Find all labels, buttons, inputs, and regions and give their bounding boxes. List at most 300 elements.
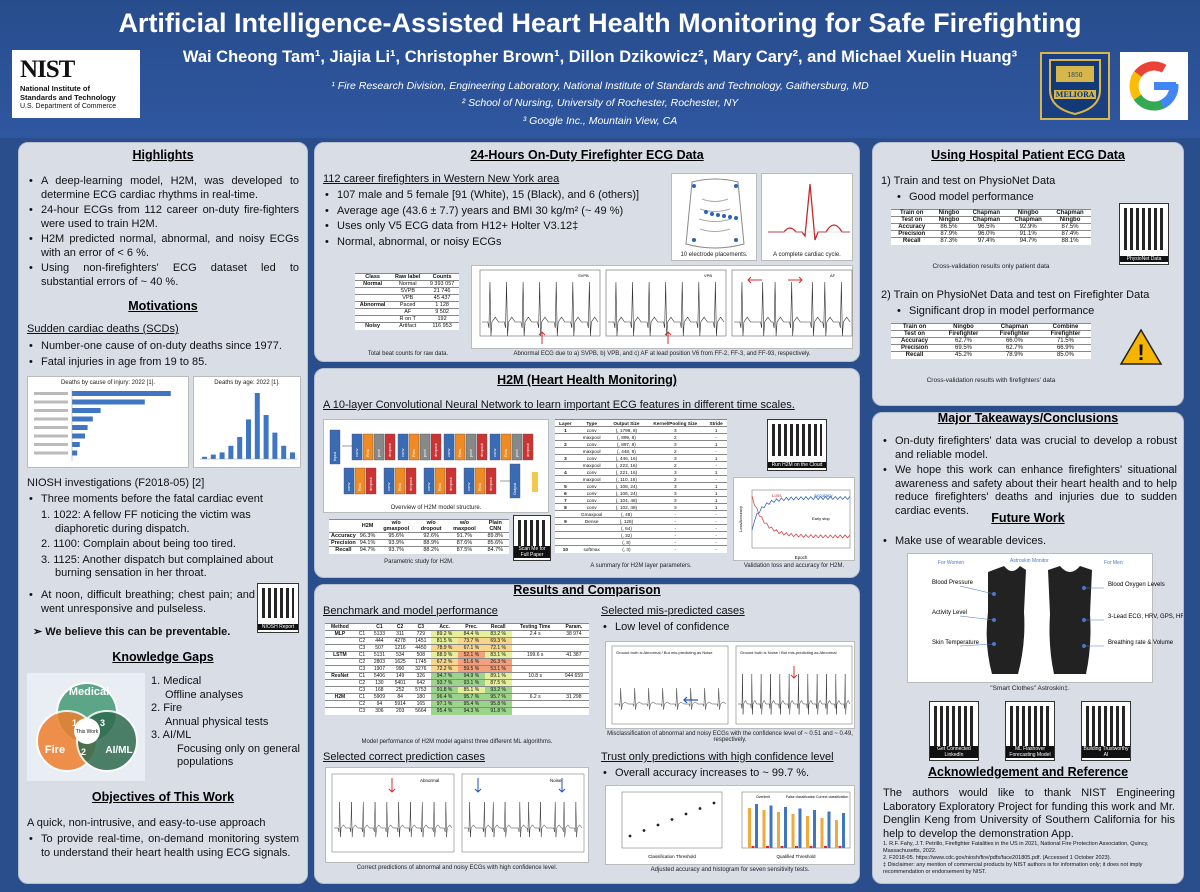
- table-row: Recall 87.3% 97.4% 94.7% 88.1%: [891, 238, 1091, 245]
- cardiac-cycle-figure: A complete cardiac cycle.: [761, 173, 853, 261]
- tick-label: [34, 435, 68, 438]
- mis-caption: Misclassification of abnormal and noisy ECGs with the confidence level of ~ 0.51 and ~ 0.49, respectively.: [607, 731, 853, 743]
- bar: [835, 820, 838, 848]
- bar: [72, 400, 145, 405]
- table-row: ResNet C1 5406 149 326 94.7 % 94.9 % 89.1 % 10.8 s 944 659: [325, 673, 589, 680]
- niosh-heading: NIOSH investigations (F2018-05) [2]: [27, 477, 205, 489]
- mispredicted-figure: [605, 641, 855, 729]
- h2m-title: H2M (Heart Health Monitoring): [497, 373, 677, 387]
- bar: [784, 807, 787, 848]
- table-row: maxpool (, 223, 16) 2 -: [555, 462, 727, 469]
- bar: [72, 417, 93, 422]
- objectives-lead: A quick, non-intrusive, and easy-to-use approach: [27, 817, 266, 829]
- correct-prediction-figure: [325, 767, 589, 863]
- highlights-list: [27, 175, 299, 291]
- scd-list: [27, 340, 299, 371]
- bar: [220, 452, 225, 459]
- future-list: [881, 535, 1046, 551]
- bar: [246, 419, 251, 459]
- bar: [792, 814, 795, 848]
- bar: [839, 846, 842, 848]
- svg-text:dropout: dropout: [488, 477, 493, 491]
- table-row: Precision 69.5% 62.7% 66.9%: [891, 345, 1091, 352]
- benchmark-heading: Benchmark and model performance: [323, 605, 498, 617]
- h2m-heading: A 10-layer Convolutional Neural Network to learn important ECG features in different time scales.: [323, 399, 795, 411]
- layer-caption: A summary for H2M layer parameters.: [590, 563, 692, 569]
- future-work-title: Future Work: [991, 511, 1065, 525]
- tick-label: [34, 409, 68, 412]
- legend-label: Correct classification: [816, 795, 849, 799]
- table-row: C3 168 252 5753 91.8 % 85.1 % 93.2 %: [325, 687, 589, 694]
- bar: [72, 391, 171, 396]
- legend-label: Accuracy: [814, 493, 833, 498]
- table-row: C2 444 4278 1451 81.5 % 73.7 % 69.3 %: [325, 638, 589, 645]
- ack-text: The authors would like to thank NIST Engineering Laboratory Exploratory Project for funding this work and Mr. Denglin Keng from University of Southern California for his help to develop the demonstration App.: [883, 787, 1175, 840]
- svg-text:dropout: dropout: [479, 443, 484, 457]
- arrow-icon: [389, 778, 395, 792]
- flashover-model-qr[interactable]: ML Flashover Forecasting Model: [1005, 701, 1055, 761]
- hospital-h1: 1) Train and test on PhysioNet Data: [881, 175, 1056, 187]
- table-row: AF 9 502: [355, 309, 459, 316]
- bar: [72, 434, 85, 439]
- benchmark-table: Method C1 C2 C3 Acc. Prec. Recall Testing Time Param. MLP C1 5133 311 729 89.2 % 84.4 % 83.2 % 2.4 s 38 974 C2 444 4278 1451 81.5 % 73.7 % 69.3 % C3 507 1216 4450 78.9 % 67.1 % 72.1 % LSTM C1 5131 534 508 88.9 % 52.1 % 83.1 % 199.6 s 41 387 C2 2803 1625 1745 67.2 % 51.6 % 26.3 % C3 1907 990 3276 72.2 % 59.5 % 53.1 % ResNet C1 5406 149 326 94.7 % 94.9 % 89.1 % 10.8 s 944 659 C2 130 5401 642 93.7 % 93.1 % 87.5 % C3 168 252 5753 91.8 % 85.1 % 93.2 % H2M C1 5909 84 180 96.4 % 95.7 % 95.7 % 6.2 s 31 298 C2 94 5914 165 97.1 % 95.4 % 95.8 % C3 306 203 5664 95.4 % 94.3 % 91.8 %: [325, 623, 589, 715]
- svg-text:Input: Input: [332, 452, 337, 461]
- legend-label: SVPB: [578, 273, 589, 278]
- table-row: 3 conv (, 446, 16) 3 1: [555, 455, 727, 462]
- accuracy-series: [752, 497, 850, 530]
- table-row: Accuracy 96.3% 95.6% 92.6% 91.7% 89.8%: [329, 533, 509, 540]
- data-point: [643, 829, 646, 832]
- svg-text:conv: conv: [354, 448, 359, 457]
- table-row: Abnormal Paced 1 128: [355, 302, 459, 309]
- bar: [766, 846, 769, 848]
- svg-text:Relu: Relu: [437, 482, 442, 491]
- bar: [781, 846, 784, 848]
- list-item: • Number-one cause of on-duty deaths since 1977.: [27, 340, 299, 354]
- ecg-trace: [608, 282, 724, 336]
- correct-caption: Correct predictions of abnormal and noisy ECGs with high confidence level.: [356, 865, 558, 871]
- objectives-list: [27, 833, 299, 862]
- data-point: [713, 802, 716, 805]
- svg-text:pool: pool: [376, 449, 381, 457]
- svg-text:conv: conv: [446, 448, 451, 457]
- hospital-h2: 2) Train on PhysioNet Data and test on Firefighter Data: [881, 289, 1150, 301]
- h2m-panel: [314, 368, 860, 578]
- data-point: [699, 807, 702, 810]
- bar: [72, 442, 80, 447]
- data-point: [671, 818, 674, 821]
- list-item: • Make use of wearable devices.: [881, 535, 1046, 549]
- svg-text:conv: conv: [466, 482, 471, 491]
- svg-text:This Work: This Work: [75, 729, 99, 735]
- niosh-report-qr[interactable]: NIOSH Report: [257, 583, 299, 633]
- bar: [813, 810, 816, 848]
- ecg-subplot: [736, 646, 852, 724]
- results-panel: [314, 584, 860, 884]
- annotation: Early stop: [812, 516, 830, 521]
- list-item: • To provide real-time, on-demand monitoring system to understand their heart health using ECG signals.: [27, 833, 299, 860]
- warning-icon: [1119, 327, 1163, 367]
- svg-text:Activity Level: Activity Level: [932, 610, 968, 616]
- table-row: maxpool (, 110, 16) 2 -: [555, 476, 727, 483]
- ecg-data-title: 24-Hours On-Duty Firefighter ECG Data: [470, 148, 704, 162]
- svg-text:dropout: dropout: [408, 477, 413, 491]
- legend-label: Loss: [772, 493, 782, 498]
- astroskin-figure: [907, 553, 1200, 683]
- plot-frame: [742, 792, 850, 848]
- ecg-subplot: [462, 774, 584, 852]
- param-caption: Parametric study for H2M.: [384, 559, 454, 565]
- svg-text:conv: conv: [400, 448, 405, 457]
- tick-label: [34, 443, 68, 446]
- run-on-cloud-qr[interactable]: Run H2M on the Cloud: [767, 419, 827, 471]
- table-row: (, 8) - -: [555, 539, 727, 546]
- svg-text:dropout: dropout: [433, 443, 438, 457]
- bar: [755, 804, 758, 848]
- deaths-by-age-chart: Deaths by age: 2022 [1].: [193, 376, 301, 468]
- arrow-icon: [748, 277, 762, 283]
- bar: [763, 810, 766, 848]
- table-row: Recall 45.2% 78.9% 85.0%: [891, 352, 1091, 359]
- table-row: 9 Dense (, 128) - -: [555, 518, 727, 525]
- table-row: (, 32) - -: [555, 532, 727, 539]
- loss-series: [752, 496, 850, 538]
- hospital-h2-list: [895, 305, 1094, 321]
- svg-text:!: !: [1137, 340, 1145, 365]
- list-item: • Overall accuracy increases to ~ 99.7 %.: [601, 767, 851, 781]
- table-row: H2M C1 5909 84 180 96.4 % 95.7 % 95.7 % 6.2 s 31 298: [325, 694, 589, 701]
- table-row: 1 conv (, 1798, 8) 3 1: [555, 427, 727, 434]
- tick-label: [34, 401, 68, 404]
- university-of-rochester-seal: [1040, 52, 1110, 120]
- bar: [281, 446, 286, 459]
- svg-text:For Women: For Women: [938, 560, 965, 566]
- highlights-title: Highlights: [132, 148, 194, 162]
- h2m-architecture-diagram: Input conv Relu pool dropout conv Relu pool dropout conv Relu pool dropout conv Relu pool dropout conv Relu dropout conv Relu dropout conv Relu dropout conv Relu dropout Output Overview of H2M model structure.: [323, 419, 549, 513]
- reference-2: 2. F2018-05. https://www.cdc.gov/niosh/fire/pdfs/face201805.pdf. (Accessed 1 October 2023).: [883, 855, 1112, 861]
- table-row: 2 conv (, 897, 8) 3 1: [555, 441, 727, 448]
- poster-header: [0, 0, 1200, 138]
- bar: [237, 437, 242, 459]
- gaps-list: 1. Medical Offline analyses 2. Fire Annual physical tests 3. AI/ML Focusing only on general populations: [151, 675, 300, 768]
- x-axis-label: Classification Threshold: [648, 854, 696, 859]
- output-shape: [532, 472, 538, 492]
- svg-text:dropout: dropout: [525, 443, 530, 457]
- ecg-trace: [614, 688, 726, 710]
- bar: [752, 846, 755, 848]
- parametric-study-table: H2M w/o gmaxpool w/o dropout w/o maxpool Plain CNN Accuracy 96.3% 95.6% 92.6% 91.7% 89.8% Precision 94.1% 93.9% 88.9% 87.6% 85.6% Recall 94.7% 93.7% 88.2% 87.5% 84.7%: [329, 519, 509, 554]
- benchmark-caption: Model performance of H2M model against three different ML algorithms.: [361, 739, 553, 745]
- table-row: Recall 94.7% 93.7% 88.2% 87.5% 84.7%: [329, 547, 509, 554]
- svg-text:3-Lead ECG, HRV, GPS, HR-Rest: 3-Lead ECG, HRV, GPS, HR-Rest: [1108, 614, 1200, 620]
- x-axis-label: Qualified Threshold: [776, 854, 816, 859]
- mis-list: [601, 621, 851, 637]
- bar: [770, 806, 773, 849]
- abnormal-ecg-figure: [471, 265, 853, 349]
- firefighter-caption: Cross-validation results with firefighters' data: [926, 377, 1056, 384]
- bar: [272, 433, 277, 459]
- svg-text:conv: conv: [492, 448, 497, 457]
- linkedin-qr[interactable]: Get Connected LinkedIn: [929, 701, 979, 761]
- table-row: Noisy Artifact 116 953: [355, 323, 459, 330]
- legend-label: VPB: [704, 273, 713, 278]
- takeaways-title: Major Takeaways/Conclusions: [937, 412, 1119, 425]
- ecg-subplot: [332, 774, 454, 852]
- firefighter-test-table: Train on Ningbo Chapman Combine Test on Firefighter Firefighter Firefighter Accuracy 62.7% 66.0% 71.5% Precision 69.5% 62.7% 66.9% Recall 45.2% 78.9% 85.0%: [891, 323, 1091, 359]
- tick-label: [34, 426, 68, 429]
- table-row: 4 conv (, 221, 16) 3 1: [555, 469, 727, 476]
- ecg-data-panel: [314, 142, 860, 362]
- svg-text:Relu: Relu: [457, 448, 462, 457]
- svg-text:Relu: Relu: [365, 448, 370, 457]
- svg-text:Relu: Relu: [411, 448, 416, 457]
- svg-text:2: 2: [81, 747, 87, 757]
- bar: [810, 846, 813, 848]
- preventable-statement: ➢ We believe this can be preventable.: [33, 626, 231, 638]
- table-row: 10 softmax (, 3) - -: [555, 546, 727, 553]
- svg-text:MELIORA: MELIORA: [1055, 90, 1095, 99]
- bar: [72, 425, 88, 430]
- svg-text:Output: Output: [512, 482, 517, 495]
- table-row: (, 64) - -: [555, 525, 727, 532]
- hospital-panel: [872, 142, 1184, 406]
- astroskin-caption: "Smart Clothes" Astroskin‡.: [990, 685, 1070, 692]
- bar: [821, 818, 824, 848]
- table-row: C3 507 1216 4450 78.9 % 67.1 % 72.1 %: [325, 645, 589, 652]
- noon-list: [27, 589, 255, 618]
- list-item: • At noon, difficult breathing; chest pain; and went unresponsive and pulseless.: [27, 589, 255, 616]
- legend-label: Overlimit: [756, 795, 770, 799]
- list-item: • Uses only V5 ECG data from H12+ Holter V3.12‡: [323, 220, 663, 234]
- bar: [824, 846, 827, 848]
- list-item: • 24-hour ECGs from 112 career on-duty fire-fighters were used to train H2M.: [27, 204, 299, 231]
- electrode-placement-figure: 10 electrode placements.: [671, 173, 757, 261]
- tick-label: [34, 452, 68, 455]
- table-row: 6 conv (, 106, 24) 3 1: [555, 490, 727, 497]
- moment-3: 3. 1125: Another dispatch but complained about burning sensation in her throat.: [41, 553, 274, 579]
- adjusted-accuracy-figure: [605, 785, 855, 865]
- table-row: C2 130 5401 642 93.7 % 93.1 % 87.5 %: [325, 680, 589, 687]
- loss-caption: Validation loss and accuracy for H2M.: [743, 563, 845, 569]
- svg-text:Relu: Relu: [503, 448, 508, 457]
- table-row: SVPB 21 746: [355, 288, 459, 295]
- objectives-title: Objectives of This Work: [91, 790, 235, 804]
- bar: [748, 808, 751, 848]
- arrow-icon: [788, 277, 802, 283]
- table-row: 5 conv (, 108, 24) 3 1: [555, 483, 727, 490]
- hospital-title: Using Hospital Patient ECG Data: [931, 148, 1125, 162]
- poster-title: Artificial Intelligence-Assisted Heart Health Monitoring for Safe Firefighting: [118, 8, 1082, 38]
- list-item: • Three moments before the fatal cardiac event: [27, 493, 299, 507]
- author-list: Wai Cheong Tam¹, Jiajia Li¹, Christopher Brown¹, Dillon Dzikowicz², Mary Cary², and Michael Xuelin Huang³: [182, 48, 1018, 66]
- affiliation-2: ² School of Nursing, University of Rochester, Rochester, NY: [461, 97, 739, 109]
- moment-1: 1. 1022: A fellow FF noticing the victim was diaphoretic during dispatch.: [41, 509, 251, 535]
- google-logo: [1120, 52, 1188, 120]
- layer-summary-table: Layer Type Output Size Kernel/Pooling Size Stride 1 conv (, 1798, 8) 3 1 maxpool (, 899, 8) 2 - 2 conv (, 897, 8) 3 1 maxpool (, 448, 8) 2 - 3 conv (, 446, 16) 3 1 maxpool (, 223, 16) 2 - 4 conv (, 221, 16) 3 1 maxpool (, 110, 16) 2 - 5 conv (, 108, 24) 3 1 6 conv (, 106, 24) 3 1 7 conv (, 104, 48) 3 1 8 conv (, 102, 48) 3 1 Gmaxpool (, 48) - - 9 Dense (, 128) - - (, 64) - - (, 32) - - (, 8) - - 10 softmax (, 3) - -: [555, 419, 727, 553]
- knowledge-gaps-title: Knowledge Gaps: [112, 650, 214, 664]
- svg-text:conv: conv: [426, 482, 431, 491]
- list-item: • Fatal injuries in age from 19 to 85.: [27, 356, 299, 370]
- loss-accuracy-chart: [733, 477, 855, 561]
- bar: [290, 452, 295, 459]
- table-row: MLP C1 5133 311 729 89.2 % 84.4 % 83.2 % 2.4 s 38 974: [325, 631, 589, 638]
- list-item: • A deep-learning model, H2M, was developed to determine ECG cardiac rhythms in real-time.: [27, 175, 299, 202]
- tick-label: [34, 418, 68, 421]
- arrow-icon: [665, 332, 671, 344]
- bar: [795, 846, 798, 848]
- svg-text:conv: conv: [346, 482, 351, 491]
- reference-list: [883, 841, 1175, 876]
- ecg-list: [323, 189, 663, 251]
- bar: [799, 809, 802, 849]
- svg-text:Relu: Relu: [357, 482, 362, 491]
- table-row: Accuracy 86.5% 96.5% 92.9% 87.5%: [891, 224, 1091, 231]
- ecg-trace: [334, 802, 452, 837]
- moment-2: 2. 1100: Complain about being too tired.: [41, 538, 236, 550]
- arrow-icon: [539, 332, 545, 344]
- table-row: R on T 192: [355, 316, 459, 323]
- mispredicted-heading: Selected mis-predicted cases: [601, 605, 745, 617]
- table-row: maxpool (, 448, 8) 2 -: [555, 448, 727, 455]
- deaths-by-cause-chart: Deaths by cause of injury: 2022 [1].: [27, 376, 189, 468]
- ecg-trace: [464, 802, 582, 837]
- data-point: [657, 824, 660, 827]
- svg-text:pool: pool: [514, 449, 519, 457]
- physionet-table: Train on Ningbo Chapman Ningbo Chapman Test on Ningbo Chapman Chapman Ningbo Accuracy 86.5% 96.5% 92.9% 87.5% Precision 87.9% 96.0% 91.1% 87.4% Recall 87.3% 97.4% 94.7% 88.1%: [891, 209, 1091, 245]
- bar: [828, 812, 831, 849]
- legend-label: AF: [830, 273, 836, 278]
- physionet-qr[interactable]: PhysioNet Data: [1119, 203, 1169, 265]
- data-point: [685, 813, 688, 816]
- abnormal-ecg-caption: Abnormal ECG due to a) SVPB, b) VPB, and c) AF at lead position V6 from FF-2, FF-3, and FF-93, respectively.: [513, 351, 811, 357]
- svg-text:3: 3: [100, 718, 106, 728]
- table-row: Accuracy 62.7% 66.0% 71.5%: [891, 338, 1091, 345]
- arrow-icon: [475, 778, 481, 792]
- trustworthy-ai-qr[interactable]: Building Trustworthy AI: [1081, 701, 1131, 761]
- list-item: • Average age (43.6 ± 7.7) years and BMI 30 kg/m² (~ 49 %): [323, 205, 663, 219]
- trust-list: [601, 767, 851, 783]
- svg-text:dropout: dropout: [448, 477, 453, 491]
- scd-heading: Sudden cardiac deaths (SCDs): [27, 323, 179, 335]
- svg-text:Blood Oxygen Levels: Blood Oxygen Levels: [1108, 582, 1165, 588]
- annotation: Ground truth is Noise / But mis-predicting as Abnormal: [740, 650, 837, 655]
- legend-label: Noise: [550, 778, 562, 783]
- bar: [806, 816, 809, 848]
- svg-text:conv: conv: [386, 482, 391, 491]
- legend-label: False classification: [786, 795, 816, 799]
- bar: [228, 446, 233, 459]
- bar: [264, 415, 269, 459]
- svg-text:dropout: dropout: [387, 443, 392, 457]
- table-row: C3 1907 990 3276 72.2 % 59.5 % 53.1 %: [325, 666, 589, 673]
- affiliation-3: ³ Google Inc., Mountain View, CA: [522, 115, 678, 127]
- svg-text:Breathing rate & Volume: Breathing rate & Volume: [1108, 640, 1174, 646]
- x-axis-label: Epoch: [794, 555, 808, 560]
- ecg-subplot: [612, 646, 728, 724]
- arrow-icon: [791, 666, 797, 678]
- svg-text:Skin Temperature: Skin Temperature: [932, 640, 979, 646]
- svg-text:For Men: For Men: [1104, 560, 1123, 566]
- table-row: Gmaxpool (, 48) - -: [555, 511, 727, 518]
- table-row: Normal Normal 9 393 057: [355, 281, 459, 288]
- svg-text:pool: pool: [422, 449, 427, 457]
- list-item: • 107 male and 5 female [91 (White), 15 (Black), and 6 (others)]: [323, 189, 663, 203]
- svg-text:1: 1: [72, 718, 78, 728]
- correct-heading: Selected correct prediction cases: [323, 751, 486, 763]
- venn-diagram: [27, 673, 145, 781]
- svg-text:Astroskin Monitor: Astroskin Monitor: [1010, 558, 1049, 564]
- ecg-trace: [482, 282, 598, 336]
- trust-caption: Adjusted accuracy and histogram for seven sensitivity tests.: [650, 867, 810, 873]
- full-paper-qr[interactable]: Scan Me for Full Paper: [513, 515, 551, 561]
- table-row: Precision 94.1% 93.9% 88.9% 87.6% 85.6%: [329, 540, 509, 547]
- ecg-trace: [734, 282, 850, 336]
- left-column: [18, 142, 308, 884]
- svg-text:dropout: dropout: [368, 477, 373, 491]
- data-point: [629, 835, 632, 838]
- svg-text:pool: pool: [468, 449, 473, 457]
- reference-3: ‡ Disclaimer: any mention of commercial products by NIST authors is for information only; it does not imply recommendation or endorsement by NIST.: [883, 862, 1143, 875]
- table-row: VPB 45 437: [355, 295, 459, 302]
- bar: [72, 408, 101, 413]
- bar: [72, 451, 77, 456]
- svg-text:AI/ML: AI/ML: [105, 745, 133, 756]
- svg-text:Medical: Medical: [68, 686, 110, 698]
- motivations-title: Motivations: [128, 299, 198, 313]
- table-row: Precision 87.9% 96.0% 91.1% 87.4%: [891, 231, 1091, 238]
- bar: [211, 455, 216, 459]
- right-lower-panel: [872, 412, 1200, 884]
- bar: [842, 813, 845, 848]
- hospital-h1-list: [895, 191, 1034, 207]
- annotation: Ground truth is Abnormal / But mis-predicting as Noise: [616, 650, 713, 655]
- list-item: • Using non-firefighters' ECG dataset led to substantial errors of ~ 40 %.: [27, 262, 299, 289]
- beat-count-table: Class Raw label Counts Normal Normal 9 393 057 SVPB 21 746 VPB 45 437 Abnormal Paced 1 128 AF 9 502 R on T 192 Noisy Artifact 116 953: [355, 273, 459, 330]
- list-item: • We hope this work can enhance firefighters' situational awareness and safety about their heart health and to help reduce firefighters' deaths and injuries due to sudden cardiac events.: [881, 464, 1177, 518]
- table-row: LSTM C1 5131 534 508 88.9 % 52.1 % 83.1 % 199.6 s 41 387: [325, 652, 589, 659]
- results-title: Results and Comparison: [513, 584, 661, 597]
- table-row: maxpool (, 899, 8) 2 -: [555, 434, 727, 441]
- physionet-caption: Cross-validation results only patient data: [932, 263, 1050, 270]
- table-row: 7 conv (, 104, 48) 3 1: [555, 497, 727, 504]
- ack-title: Acknowledgement and Reference: [927, 765, 1129, 779]
- table-row: C2 94 5914 165 97.1 % 95.4 % 95.8 %: [325, 701, 589, 708]
- table-row: C3 306 203 5664 95.4 % 94.3 % 91.8 %: [325, 708, 589, 715]
- list-item: • Significant drop in model performance: [895, 305, 1094, 319]
- svg-text:Blood Pressure: Blood Pressure: [932, 580, 974, 586]
- list-item: • Low level of confidence: [601, 621, 851, 635]
- trust-heading: Trust only predictions with high confidence level: [601, 751, 834, 763]
- nist-logo: NIST National Institute of Standards and Technology U.S. Department of Commerce: [12, 50, 140, 118]
- list-item: • On-duty firefighters' data was crucial to develop a robust and reliable model.: [881, 435, 1177, 462]
- tick-label: [34, 392, 68, 395]
- svg-text:Relu: Relu: [397, 482, 402, 491]
- moments-list: [41, 509, 299, 581]
- takeaways-list: [881, 435, 1177, 520]
- reference-1: 1. R.F. Fahy, J.T. Petrillo, Firefighter Fatalities in the US in 2021, National Fire Protection Association, Quincy, Massachusetts, 2022.: [883, 841, 1149, 854]
- plot-frame: [752, 490, 850, 548]
- svg-text:Fire: Fire: [44, 744, 66, 756]
- y-axis-label: Loss/Accuracy: [738, 505, 743, 533]
- ecg-heading: 112 career firefighters in Western New York area: [323, 173, 560, 185]
- table-row: 8 conv (, 102, 48) 3 1: [555, 504, 727, 511]
- legend-label: Abnormal: [420, 778, 440, 783]
- svg-text:1850: 1850: [1067, 72, 1083, 79]
- beat-table-caption: Total beat counts for raw data.: [367, 351, 449, 357]
- svg-text:Relu: Relu: [477, 482, 482, 491]
- affiliation-1: ¹ Fire Research Division, Engineering Laboratory, National Institute of Standards and Technology, Gaithersburg, MD: [331, 80, 869, 92]
- list-item: • Normal, abnormal, or noisy ECGs: [323, 236, 663, 250]
